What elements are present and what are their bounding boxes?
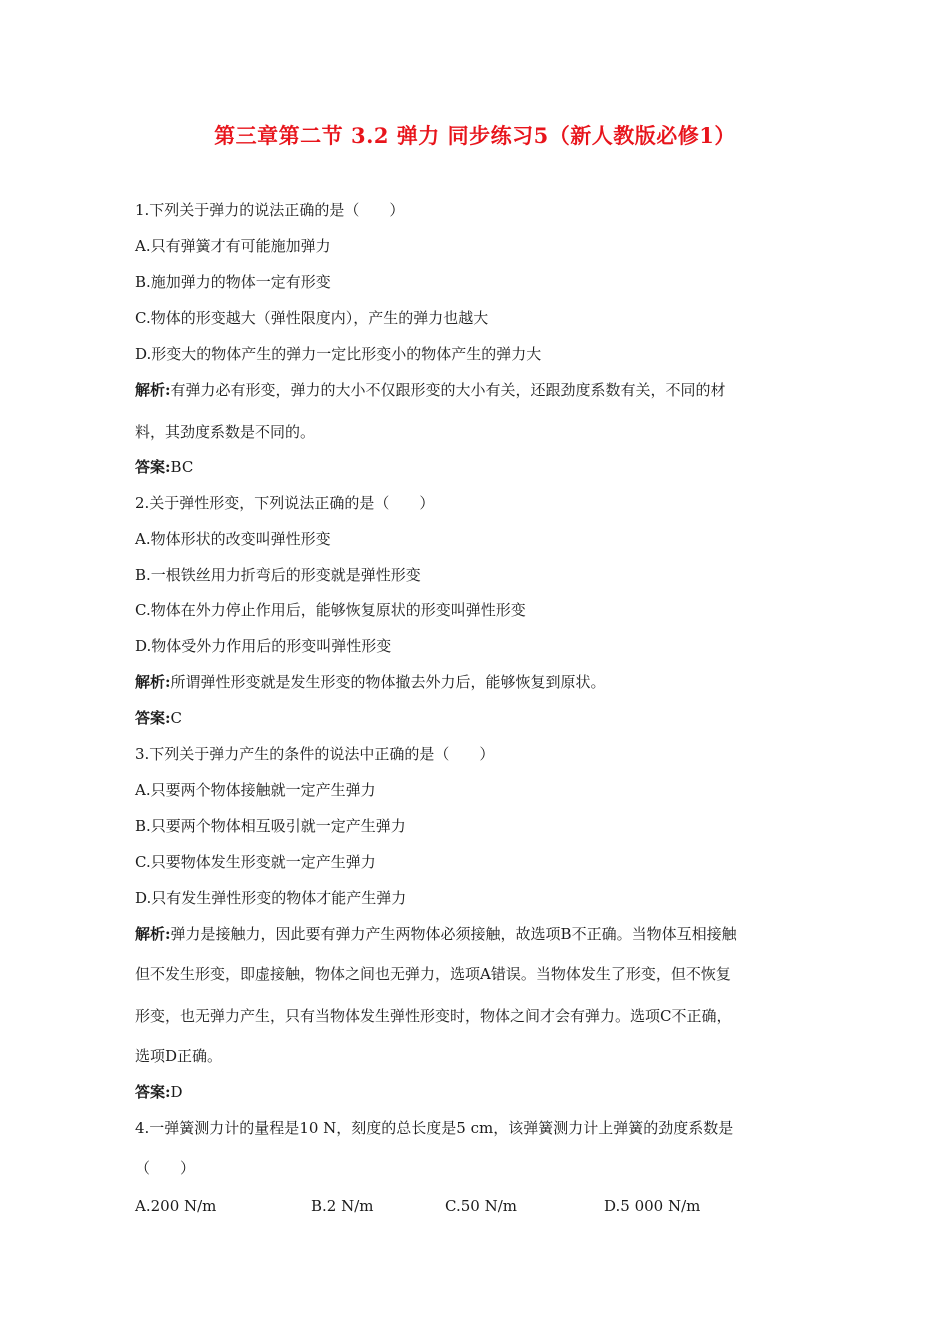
analysis-label: 解析: — [135, 925, 171, 943]
question-4-option-a: A.200 N/m — [135, 1197, 217, 1215]
question-1-stem: 1.下列关于弹力的说法正确的是（ ） — [135, 201, 405, 219]
question-3-analysis-line-3: 形变，也无弹力产生，只有当物体发生弹性形变时，物体之间才会有弹力。选项C不正确， — [135, 1007, 732, 1025]
question-3-analysis-line-2: 但不发生形变，即虚接触，物体之间也无弹力，选项A错误。当物体发生了形变，但不恢复 — [135, 965, 731, 983]
answer-value: D — [170, 1083, 183, 1101]
question-3-stem: 3.下列关于弹力产生的条件的说法中正确的是（ ） — [135, 745, 495, 763]
question-1-option-a: A.只有弹簧才有可能施加弹力 — [135, 237, 331, 255]
question-3-option-b: B.只要两个物体相互吸引就一定产生弹力 — [135, 817, 406, 835]
question-1-answer — [135, 457, 193, 477]
question-4-stem-line-2: （ ） — [135, 1159, 196, 1177]
question-2-option-b: B.一根铁丝用力折弯后的形变就是弹性形变 — [135, 566, 421, 584]
analysis-text: 所谓弹性形变就是发生形变的物体撤去外力后，能够恢复到原状。 — [170, 673, 606, 691]
question-3-option-a: A.只要两个物体接触就一定产生弹力 — [135, 781, 376, 799]
question-2-answer — [135, 708, 182, 728]
question-1-option-b: B.施加弹力的物体一定有形变 — [135, 273, 331, 291]
question-2-option-c: C.物体在外力停止作用后，能够恢复原状的形变叫弹性形变 — [135, 601, 526, 619]
question-2-option-d: D.物体受外力作用后的形变叫弹性形变 — [135, 637, 392, 655]
answer-label: 答案: — [135, 709, 171, 727]
answer-value: C — [170, 709, 183, 727]
question-2-stem: 2.关于弹性形变，下列说法正确的是（ ） — [135, 494, 435, 512]
analysis-label: 解析: — [135, 673, 171, 691]
question-3-option-c: C.只要物体发生形变就一定产生弹力 — [135, 853, 376, 871]
analysis-label: 解析: — [135, 381, 171, 399]
question-4-option-b: B.2 N/m — [311, 1197, 374, 1215]
analysis-text: 弹力是接触力，因此要有弹力产生两物体必须接触，故选项B不正确。当物体互相接触 — [170, 925, 737, 943]
question-4-stem: 4.一弹簧测力计的量程是10 N，刻度的总长度是5 cm，该弹簧测力计上弹簧的劲度系数是 — [135, 1119, 734, 1137]
answer-label: 答案: — [135, 458, 171, 476]
question-1-option-d: D.形变大的物体产生的弹力一定比形变小的物体产生的弹力大 — [135, 345, 542, 363]
question-3-analysis-line-4: 选项D正确。 — [135, 1047, 223, 1065]
question-1-analysis — [135, 380, 726, 400]
answer-label: 答案: — [135, 1083, 171, 1101]
page-title: 第三章第二节 3.2 弹力 同步练习5（新人教版必修1） — [214, 123, 736, 148]
question-2-option-a: A.物体形状的改变叫弹性形变 — [135, 530, 331, 548]
question-4-option-c: C.50 N/m — [445, 1197, 517, 1215]
question-4-option-d: D.5 000 N/m — [604, 1197, 701, 1215]
question-3-analysis — [135, 924, 737, 944]
question-1-analysis-line-2: 料，其劲度系数是不同的。 — [135, 423, 316, 441]
answer-value: BC — [170, 458, 194, 476]
question-1-option-c: C.物体的形变越大（弹性限度内），产生的弹力也越大 — [135, 309, 489, 327]
question-3-answer — [135, 1082, 183, 1102]
question-2-analysis — [135, 672, 606, 692]
question-3-option-d: D.只有发生弹性形变的物体才能产生弹力 — [135, 889, 407, 907]
analysis-text: 有弹力必有形变，弹力的大小不仅跟形变的大小有关，还跟劲度系数有关，不同的材 — [170, 381, 726, 399]
